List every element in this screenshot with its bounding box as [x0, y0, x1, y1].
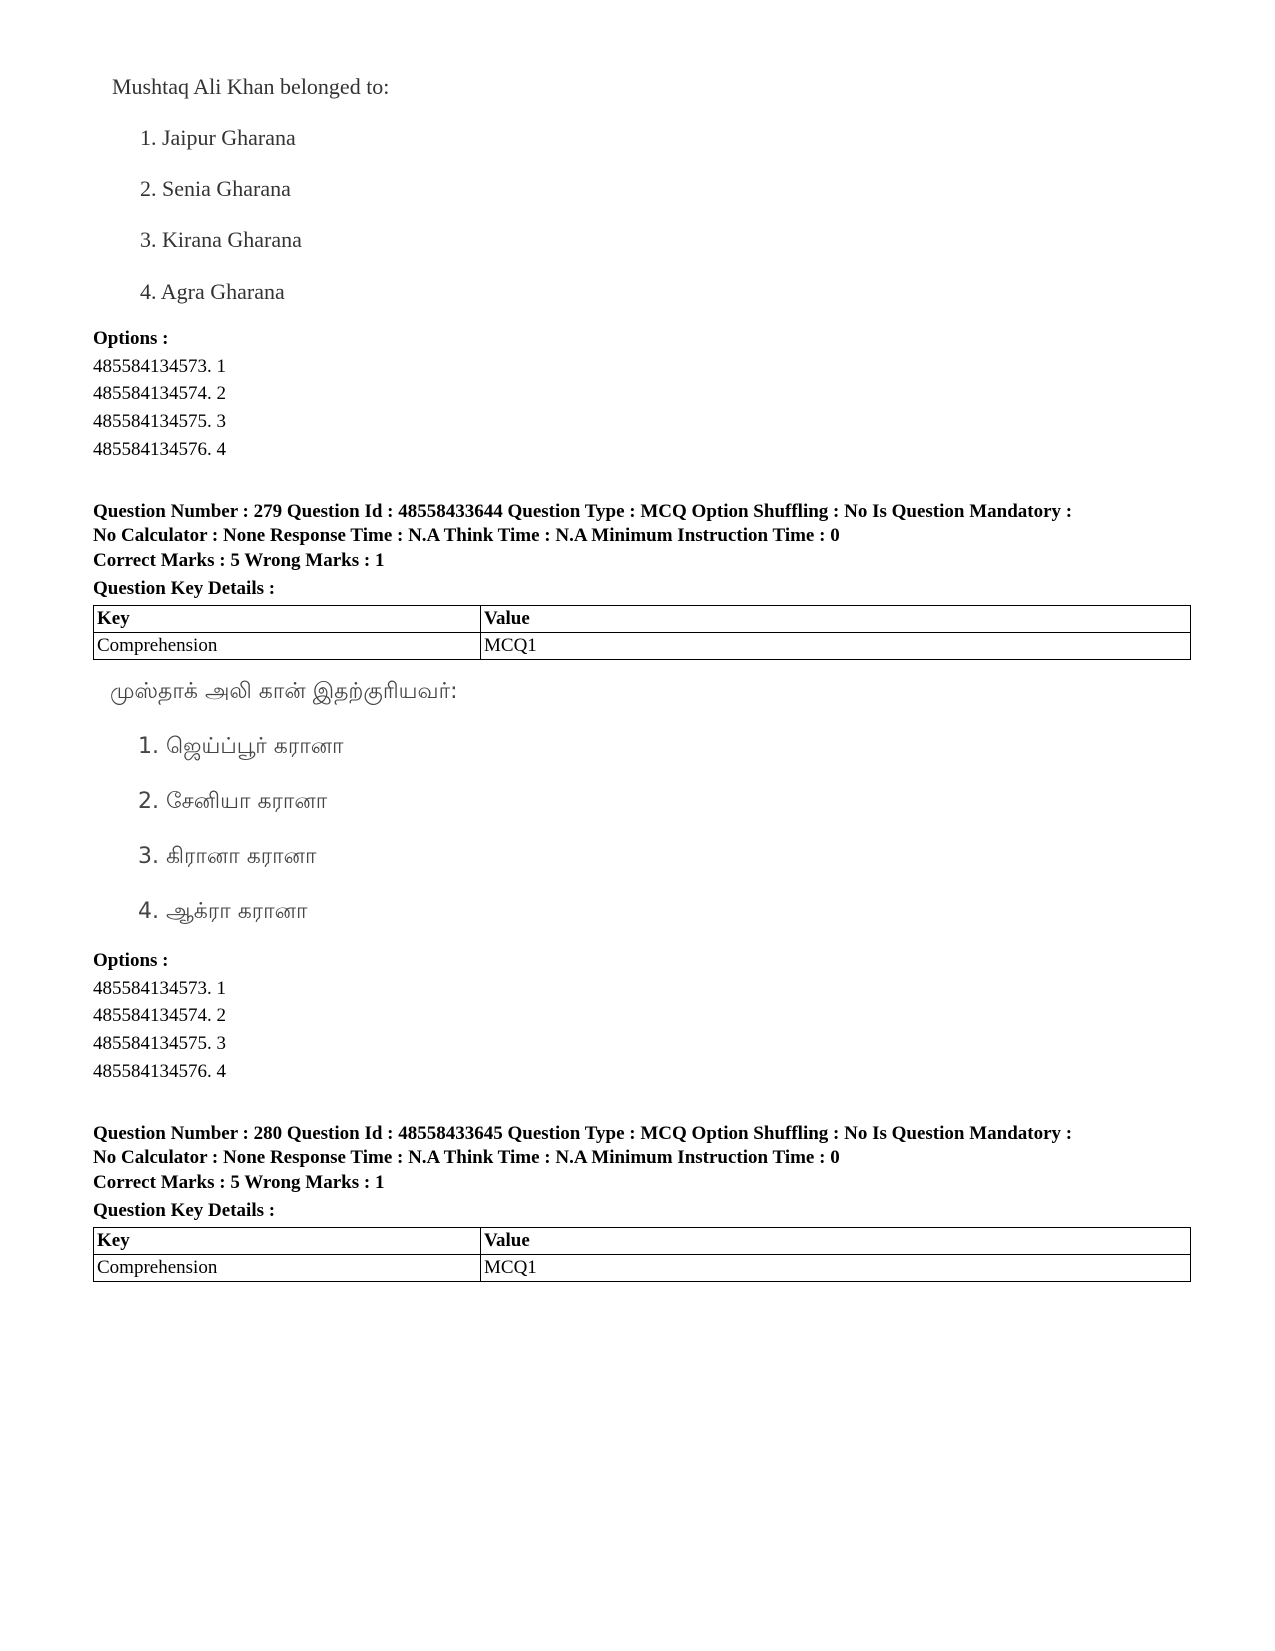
choice-1: 1. Jaipur Gharana — [140, 125, 296, 150]
options-label: Options : — [93, 328, 169, 349]
option-id-1: 485584134573. 1 — [93, 978, 226, 999]
marks-line: Correct Marks : 5 Wrong Marks : 1 — [93, 1172, 385, 1193]
table-row — [94, 1255, 1191, 1282]
key-details-label: Question Key Details : — [93, 1200, 276, 1221]
table-header-row — [94, 1228, 1191, 1255]
question-stem-tamil: முஸ்தாக் அலி கான் இதற்குரியவர்: — [110, 679, 458, 704]
meta-line-2: No Calculator : None Response Time : N.A Think Time : N.A Minimum Instruction Time : 0 — [93, 1147, 840, 1168]
table-header-row — [94, 606, 1191, 633]
key-cell: Comprehension — [94, 633, 481, 660]
key-header: Key — [94, 606, 481, 633]
key-header: Key — [94, 1228, 481, 1255]
choice-3: 3. Kirana Gharana — [140, 227, 302, 252]
option-id-4: 485584134576. 4 — [93, 439, 226, 460]
option-id-3: 485584134575. 3 — [93, 1033, 226, 1054]
question-280-meta — [93, 1122, 1193, 1170]
options-label: Options : — [93, 950, 169, 971]
value-cell: MCQ1 — [481, 1255, 1191, 1282]
marks-line: Correct Marks : 5 Wrong Marks : 1 — [93, 550, 385, 571]
key-details-table — [93, 605, 1191, 660]
question-stem: Mushtaq Ali Khan belonged to: — [112, 74, 390, 99]
option-id-2: 485584134574. 2 — [93, 383, 226, 404]
option-id-3: 485584134575. 3 — [93, 411, 226, 432]
key-cell: Comprehension — [94, 1255, 481, 1282]
value-cell: MCQ1 — [481, 633, 1191, 660]
meta-line-1: Question Number : 280 Question Id : 48558433645 Question Type : MCQ Option Shuffling : No Is Question Mandatory : — [93, 1123, 1073, 1144]
option-id-2: 485584134574. 2 — [93, 1005, 226, 1026]
choice-2: 2. சேனியா கரானா — [138, 789, 328, 814]
meta-line-1: Question Number : 279 Question Id : 48558433644 Question Type : MCQ Option Shuffling : No Is Question Mandatory : — [93, 501, 1073, 522]
choice-4: 4. Agra Gharana — [140, 279, 285, 304]
table-row — [94, 633, 1191, 660]
choice-4: 4. ஆக்ரா கரானா — [138, 899, 308, 924]
choice-2: 2. Senia Gharana — [140, 176, 291, 201]
question-279-meta — [93, 500, 1193, 548]
option-id-4: 485584134576. 4 — [93, 1061, 226, 1082]
value-header: Value — [481, 1228, 1191, 1255]
key-details-table — [93, 1227, 1191, 1282]
meta-line-2: No Calculator : None Response Time : N.A Think Time : N.A Minimum Instruction Time : 0 — [93, 525, 840, 546]
option-id-1: 485584134573. 1 — [93, 356, 226, 377]
choice-1: 1. ஜெய்ப்பூர் கரானா — [138, 734, 344, 759]
key-details-label: Question Key Details : — [93, 578, 276, 599]
value-header: Value — [481, 606, 1191, 633]
choice-3: 3. கிரானா கரானா — [138, 844, 317, 869]
